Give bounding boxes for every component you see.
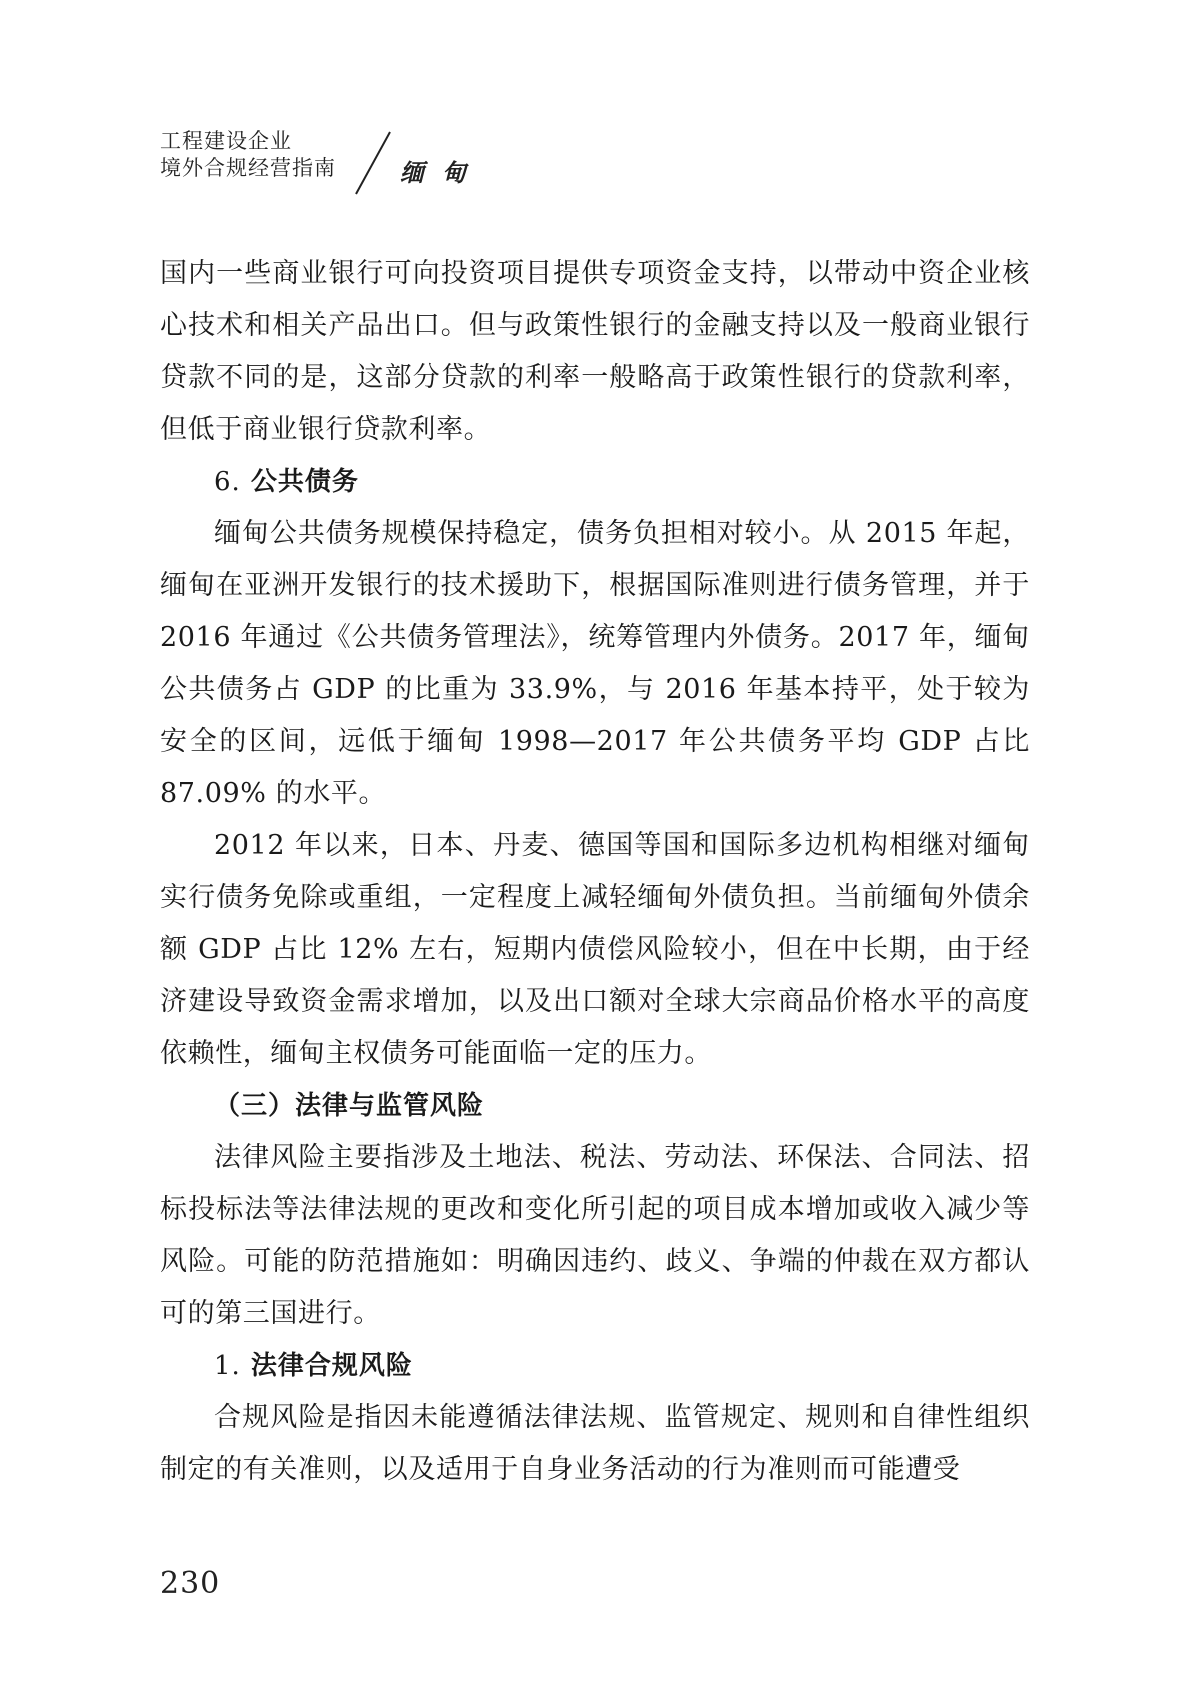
- heading-text: 公共债务: [250, 467, 359, 497]
- book-title-line-2: 境外合规经营指南: [160, 156, 336, 180]
- heading-legal-regulatory-risk: （三）法律与监管风险: [214, 1091, 485, 1121]
- page-content: [160, 248, 1030, 1496]
- page-number: 230: [160, 1566, 221, 1601]
- chapter-country: 缅甸: [400, 158, 484, 187]
- paragraph-legal-risk: 法律风险主要指涉及土地法、税法、劳动法、环保法、合同法、招标投标法等法律法规的更改和变化所引起的项目成本增加或收入减少等风险。可能的防范措施如：明确因违约、歧义、争端的仲裁在双方都认可的第三国进行。: [160, 1142, 1030, 1329]
- paragraph-public-debt: 缅甸公共债务规模保持稳定，债务负担相对较小。从 2015 年起，缅甸在亚洲开发银行的技术援助下，根据国际准则进行债务管理，并于2016 年通过《公共债务管理法》，统筹管理内外债务。2017 年，缅甸公共债务占 GDP 的比重为 33.9%，与 2016 年基本持平，处于较为安全的区间，远低于缅甸 1998—2017 年公共债务平均 GDP 占比87.09% 的水平。: [160, 518, 1030, 809]
- paragraph-compliance-risk: 合规风险是指因未能遵循法律法规、监管规定、规则和自律性组织制定的有关准则，以及适用于自身业务活动的行为准则而可能遭受: [160, 1402, 1030, 1485]
- heading-text: 法律合规风险: [250, 1351, 413, 1381]
- heading-number: 6.: [214, 467, 241, 497]
- paragraph-debt-relief: 2012 年以来，日本、丹麦、德国等国和国际多边机构相继对缅甸实行债务免除或重组，一定程度上减轻缅甸外债负担。当前缅甸外债余额 GDP 占比 12% 左右，短期内债偿风险较小，但在中长期，由于经济建设导致资金需求增加，以及出口额对全球大宗商品价格水平的高度依赖性，缅甸主权债务可能面临一定的压力。: [160, 830, 1030, 1069]
- book-title: [160, 128, 336, 182]
- heading-number: 1.: [214, 1351, 241, 1381]
- book-title-line-1: 工程建设企业: [160, 129, 292, 153]
- paragraph-commercial-loans: 国内一些商业银行可向投资项目提供专项资金支持，以带动中资企业核心技术和相关产品出口。但与政策性银行的金融支持以及一般商业银行贷款不同的是，这部分贷款的利率一般略高于政策性银行的贷款利率，但低于商业银行贷款利率。: [160, 258, 1030, 445]
- header-divider-slash: [352, 130, 392, 196]
- running-header: [160, 128, 660, 198]
- heading-legal-compliance-risk: [160, 1340, 1030, 1392]
- heading-public-debt: [160, 456, 1030, 508]
